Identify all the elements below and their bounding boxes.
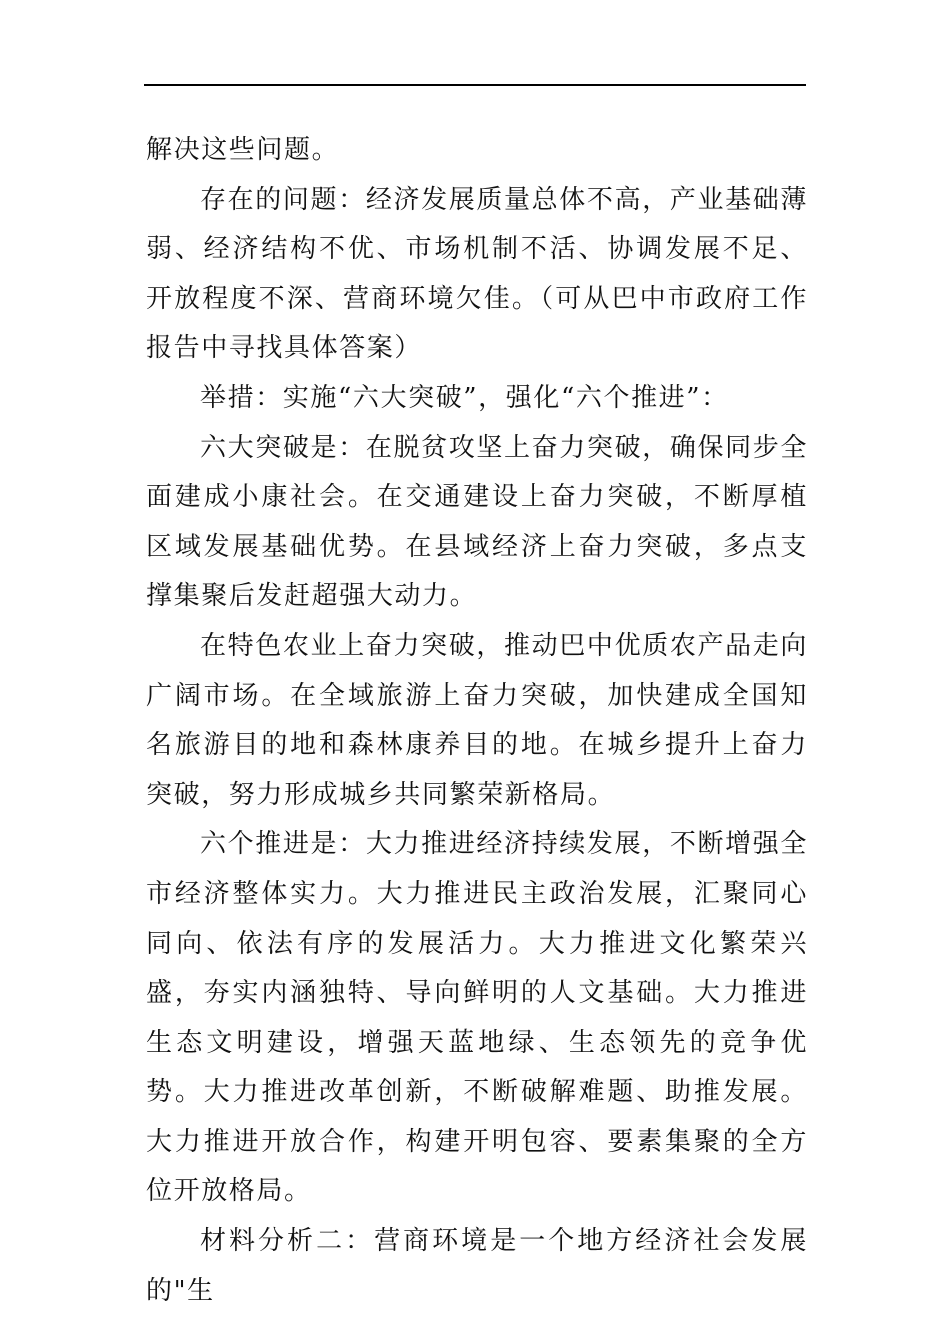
- paragraph-breakthroughs-continued: 在特色农业上奋力突破，推动巴中优质农产品走向广阔市场。在全域旅游上奋力突破，加快建成全国知名旅游目的地和森林康养目的地。在城乡提升上奋力突破，努力形成城乡共同繁荣新格局。: [146, 630, 808, 810]
- paragraph-six-breakthroughs: 六大突破是：在脱贫攻坚上奋力突破，确保同步全面建成小康社会。在交通建设上奋力突破，不断厚植区域发展基础优势。在县域经济上奋力突破，多点支撑集聚后发赶超强大动力。: [146, 432, 808, 612]
- paragraph-material-analysis-two: 材料分析二：营商环境是一个地方经济社会发展的"生: [146, 1226, 808, 1306]
- header-rule: [144, 84, 806, 86]
- paragraph-measures: 举措：实施“六大突破”，强化“六个推进”：: [200, 382, 729, 413]
- document-body: [146, 126, 808, 1316]
- paragraph-problems: 存在的问题：经济发展质量总体不高，产业基础薄弱、经济结构不优、市场机制不活、协调发展不足、开放程度不深、营商环境欠佳。（可从巴中市政府工作报告中寻找具体答案）: [146, 184, 808, 364]
- paragraph-continuation: 解决这些问题。: [146, 135, 340, 165]
- paragraph-six-advances: 六个推进是：大力推进经济持续发展，不断增强全市经济整体实力。大力推进民主政治发展，汇聚同心同向、依法有序的发展活力。大力推进文化繁荣兴盛，夯实内涵独特、导向鲜明的人文基础。大力推进生态文明建设，增强天蓝地绿、生态领先的竞争优势。大力推进改革创新，不断破解难题、助推发展。大力推进开放合作，构建开明包容、要素集聚的全方位开放格局。: [146, 829, 808, 1207]
